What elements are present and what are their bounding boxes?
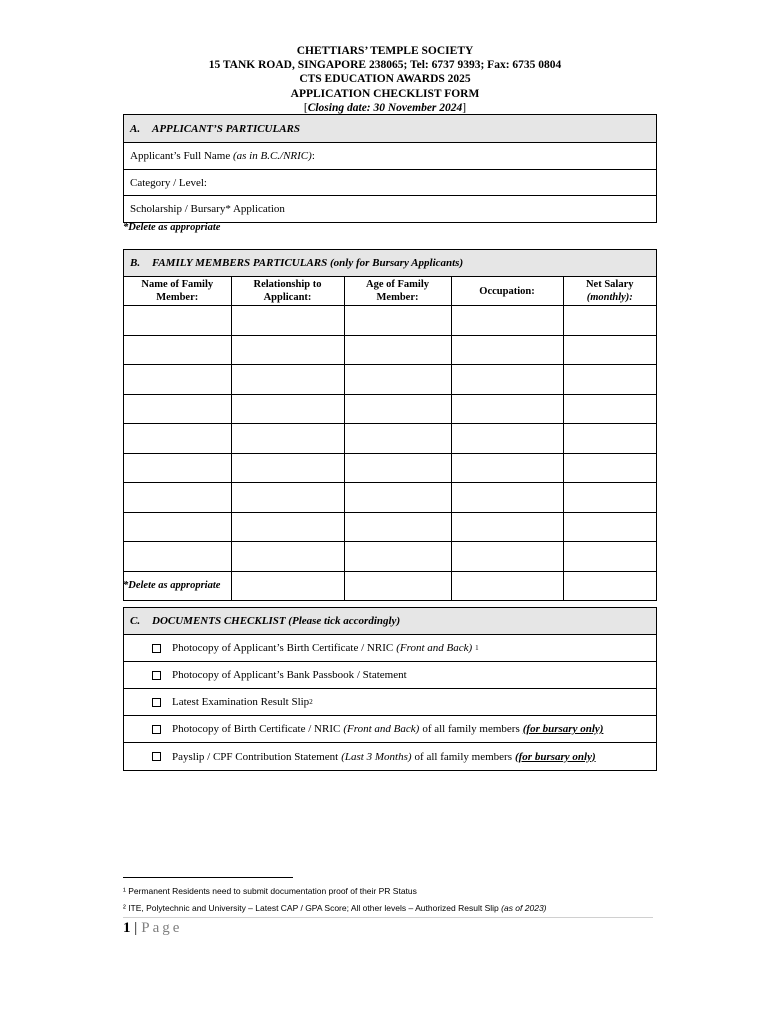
cell-relationship[interactable]: [231, 424, 344, 454]
cell-net-salary[interactable]: [563, 483, 656, 513]
checkbox[interactable]: [152, 698, 161, 707]
cell-occupation[interactable]: [451, 306, 563, 336]
cell-name[interactable]: [124, 542, 231, 572]
cell-occupation[interactable]: [451, 483, 563, 513]
section-b-header: B. FAMILY MEMBERS PARTICULARS (only for Bursary Applicants): [124, 250, 656, 277]
category-level-field[interactable]: Category / Level:: [124, 170, 656, 196]
checklist-item: Payslip / CPF Contribution Statement (Last 3 Months) of all family members (for bursary only): [124, 743, 656, 770]
cell-name[interactable]: [124, 424, 231, 454]
footnote-1: ¹ Permanent Residents need to submit documentation proof of their PR Status: [123, 886, 417, 896]
checklist-item: Photocopy of Birth Certificate / NRIC (Front and Back) of all family members (for bursary only): [124, 716, 656, 743]
form-header: [0, 44, 770, 115]
cell-relationship[interactable]: [231, 483, 344, 513]
cell-age[interactable]: [344, 424, 451, 454]
checklist-item: Photocopy of Applicant’s Bank Passbook / Statement: [124, 662, 656, 689]
cell-name[interactable]: [124, 306, 231, 336]
cell-net-salary[interactable]: [563, 571, 656, 600]
application-type-field[interactable]: Scholarship / Bursary* Application: [130, 203, 285, 215]
cell-net-salary[interactable]: [563, 394, 656, 424]
col-header-relationship: Relationship to Applicant:: [231, 277, 344, 306]
col-header-age: Age of Family Member:: [344, 277, 451, 306]
footnote-divider: [123, 877, 293, 878]
cell-age[interactable]: [344, 394, 451, 424]
cell-name[interactable]: [124, 483, 231, 513]
cell-relationship[interactable]: [231, 542, 344, 572]
cell-relationship[interactable]: [231, 571, 344, 600]
table-row: [124, 424, 656, 454]
cell-occupation[interactable]: [451, 394, 563, 424]
table-row: [124, 394, 656, 424]
cell-age[interactable]: [344, 512, 451, 542]
col-header-name: Name of Family Member:: [124, 277, 231, 306]
table-row: [124, 512, 656, 542]
cell-age[interactable]: [344, 306, 451, 336]
cell-name[interactable]: [124, 512, 231, 542]
family-members-table: [124, 277, 656, 600]
cell-age[interactable]: [344, 542, 451, 572]
cell-net-salary[interactable]: [563, 365, 656, 395]
cell-name[interactable]: [124, 453, 231, 483]
cell-occupation[interactable]: [451, 365, 563, 395]
cell-name[interactable]: [124, 335, 231, 365]
cell-age[interactable]: [344, 453, 451, 483]
page-footer-divider: [123, 917, 653, 918]
page-number: 1 | Page: [123, 920, 183, 936]
family-table-body: [124, 306, 656, 601]
cell-relationship[interactable]: [231, 335, 344, 365]
cell-age[interactable]: [344, 483, 451, 513]
col-header-occupation: Occupation:: [451, 277, 563, 306]
table-row: [124, 483, 656, 513]
checklist-item: Latest Examination Result Slip 2: [124, 689, 656, 716]
cell-relationship[interactable]: [231, 365, 344, 395]
cell-name[interactable]: [124, 365, 231, 395]
table-row: [124, 365, 656, 395]
table-row: [124, 335, 656, 365]
checklist-item: Photocopy of Applicant’s Birth Certificate / NRIC (Front and Back) 1: [124, 635, 656, 662]
society-address: 15 TANK ROAD, SINGAPORE 238065; Tel: 6737 9393; Fax: 6735 0804: [208, 59, 562, 72]
section-c-box: [123, 607, 657, 771]
society-name: CHETTIARS’ TEMPLE SOCIETY: [296, 45, 474, 57]
cell-name[interactable]: [124, 394, 231, 424]
awards-title: CTS EDUCATION AWARDS 2025: [299, 73, 471, 86]
cell-occupation[interactable]: [451, 453, 563, 483]
table-row: [124, 453, 656, 483]
section-a-note: *Delete as appropriate: [123, 222, 221, 233]
closing-date: [Closing date: 30 November 2024]: [303, 101, 467, 114]
section-b-box: [123, 249, 657, 601]
cell-occupation[interactable]: [451, 542, 563, 572]
checkbox[interactable]: [152, 752, 161, 761]
section-a-header: A. APPLICANT’S PARTICULARS: [124, 115, 656, 143]
section-a-box: [123, 114, 657, 223]
section-c-header: C. DOCUMENTS CHECKLIST (Please tick accordingly): [124, 608, 656, 635]
table-header-row: [124, 277, 656, 306]
cell-occupation[interactable]: [451, 512, 563, 542]
section-a-title: APPLICANT’S PARTICULARS: [152, 122, 301, 135]
checkbox[interactable]: [152, 644, 161, 653]
cell-net-salary[interactable]: [563, 335, 656, 365]
table-row: [124, 306, 656, 336]
cell-relationship[interactable]: [231, 394, 344, 424]
form-title: APPLICATION CHECKLIST FORM: [290, 87, 480, 100]
cell-age[interactable]: [344, 335, 451, 365]
table-row: [124, 542, 656, 572]
cell-age[interactable]: [344, 365, 451, 395]
cell-net-salary[interactable]: [563, 512, 656, 542]
cell-occupation[interactable]: [451, 571, 563, 600]
cell-net-salary[interactable]: [563, 453, 656, 483]
footnote-2: ² ITE, Polytechnic and University – Latest CAP / GPA Score; All other levels – Authorized Result Slip (as of 2023): [123, 903, 547, 913]
cell-net-salary[interactable]: [563, 424, 656, 454]
cell-occupation[interactable]: [451, 424, 563, 454]
section-b-title: FAMILY MEMBERS PARTICULARS (only for Bursary Applicants): [152, 257, 464, 269]
cell-net-salary[interactable]: [563, 542, 656, 572]
col-header-net-salary: Net Salary (monthly):: [563, 277, 656, 306]
cell-occupation[interactable]: [451, 335, 563, 365]
checkbox[interactable]: [152, 671, 161, 680]
checkbox[interactable]: [152, 725, 161, 734]
applicant-name-field[interactable]: Applicant’s Full Name (as in B.C./NRIC) :: [124, 143, 656, 170]
cell-relationship[interactable]: [231, 306, 344, 336]
cell-age[interactable]: [344, 571, 451, 600]
cell-relationship[interactable]: [231, 512, 344, 542]
cell-relationship[interactable]: [231, 453, 344, 483]
documents-checklist: [124, 635, 656, 770]
section-c-title: DOCUMENTS CHECKLIST (Please tick accordingly): [152, 615, 401, 627]
section-b-note: *Delete as appropriate: [123, 580, 221, 591]
cell-net-salary[interactable]: [563, 306, 656, 336]
